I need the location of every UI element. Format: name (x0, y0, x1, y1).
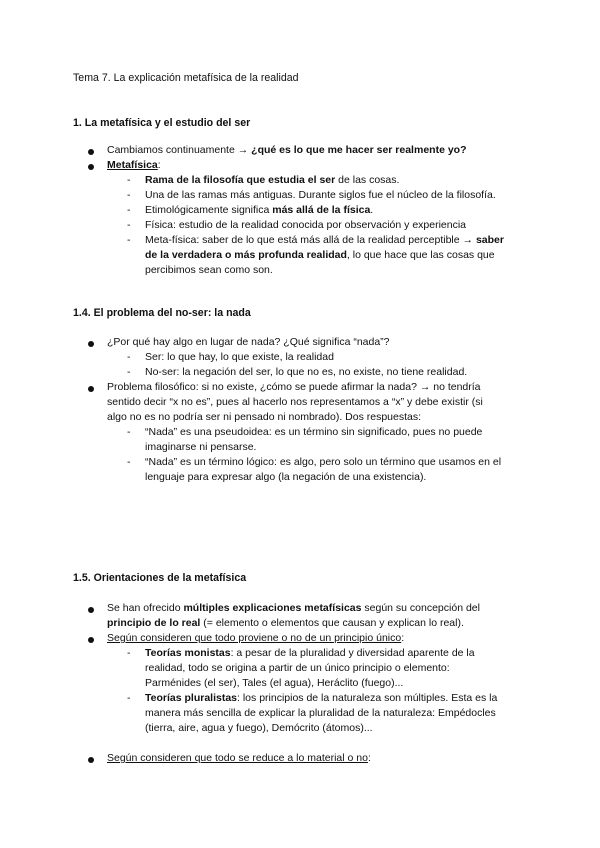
sub-list-item-continuation: lenguaje para expresar algo (la negación de una existencia). (145, 471, 427, 483)
sub-list-item-continuation: de la verdadera o más profunda realidad, lo que hace que las cosas que (145, 249, 495, 261)
sub-list-item-continuation: percibimos sean como son. (145, 264, 273, 276)
sub-list-item: “Nada” es un término lógico: es algo, pero solo un término que usamos en el (145, 456, 502, 468)
list-item: Metafísica: (107, 159, 161, 171)
dash-marker: - (127, 174, 131, 186)
sub-list-item: Teorías monistas: a pesar de la pluralidad y diversidad aparente de la (145, 647, 475, 659)
sub-list-item-continuation: realidad, todo se origina a partir de un único principio o elemento: (145, 662, 450, 674)
dash-marker: - (127, 204, 131, 216)
sub-list-item: Teorías pluralistas: los principios de la naturaleza son múltiples. Esta es la (145, 692, 498, 704)
sub-list-item: Física: estudio de la realidad conocida por observación y experiencia (145, 219, 467, 231)
bullet-icon (88, 341, 94, 347)
dash-marker: - (127, 351, 131, 363)
document-title: Tema 7. La explicación metafísica de la realidad (73, 72, 299, 84)
bullet-icon (88, 164, 94, 170)
section-heading-orientaciones: 1.5. Orientaciones de la metafísica (73, 572, 247, 584)
dash-marker: - (127, 366, 131, 378)
dash-marker: - (127, 426, 131, 438)
list-item: Según consideren que todo se reduce a lo material o no: (107, 752, 371, 764)
sub-list-item: Etimológicamente significa más allá de la física. (145, 204, 374, 216)
dash-marker: - (127, 692, 131, 704)
list-item: Se han ofrecido múltiples explicaciones metafísicas según su concepción del (107, 602, 480, 614)
bullet-icon (88, 637, 94, 643)
list-item-continuation: principio de lo real (= elemento o elementos que causan y explican lo real). (107, 617, 464, 629)
dash-marker: - (127, 456, 131, 468)
sub-list-item-continuation: Parménides (el ser), Tales (el agua), Heráclito (fuego)... (145, 677, 404, 689)
list-item-continuation: algo no es no podría ser ni pensado ni nombrado). Dos respuestas: (107, 411, 422, 423)
sub-list-item: Meta-física: saber de lo que está más allá de la realidad perceptible → saber (145, 234, 504, 246)
dash-marker: - (127, 219, 131, 231)
sub-list-item: No-ser: la negación del ser, lo que no es, no existe, no tiene realidad. (145, 366, 468, 378)
dash-marker: - (127, 647, 131, 659)
bullet-icon (88, 757, 94, 763)
sub-list-item-continuation: manera más sencilla de explicar la pluralidad de la naturaleza: Empédocles (145, 707, 496, 719)
bullet-icon (88, 149, 94, 155)
sub-list-item-continuation: (tierra, aire, agua y fuego), Demócrito (átomos)... (145, 722, 373, 734)
list-item: ¿Por qué hay algo en lugar de nada? ¿Qué significa “nada”? (107, 336, 390, 348)
sub-list-item: “Nada” es una pseudoidea: es un término sin significado, pues no puede (145, 426, 483, 438)
list-item: Según consideren que todo proviene o no de un principio único: (107, 632, 405, 644)
sub-list-item: Ser: lo que hay, lo que existe, la realidad (145, 351, 334, 363)
dash-marker: - (127, 234, 131, 246)
sub-list-item: Rama de la filosofía que estudia el ser de las cosas. (145, 174, 400, 186)
sub-list-item-continuation: imaginarse ni pensarse. (145, 441, 257, 453)
bullet-icon (88, 386, 94, 392)
dash-marker: - (127, 189, 131, 201)
section-heading-metafisica: 1. La metafísica y el estudio del ser (73, 117, 251, 129)
section-heading-no-ser: 1.4. El problema del no-ser: la nada (73, 307, 251, 319)
list-item-continuation: sentido decir “x no es”, pues al hacerlo nos representamos a “x” y debe existir (si (107, 396, 483, 408)
sub-list-item: Una de las ramas más antiguas. Durante siglos fue el núcleo de la filosofía. (145, 189, 496, 201)
list-item: Problema filosófico: si no existe, ¿cómo se puede afirmar la nada? → no tendría (107, 381, 481, 393)
list-item: Cambiamos continuamente → ¿qué es lo que me hacer ser realmente yo? (107, 144, 467, 156)
bullet-icon (88, 607, 94, 613)
